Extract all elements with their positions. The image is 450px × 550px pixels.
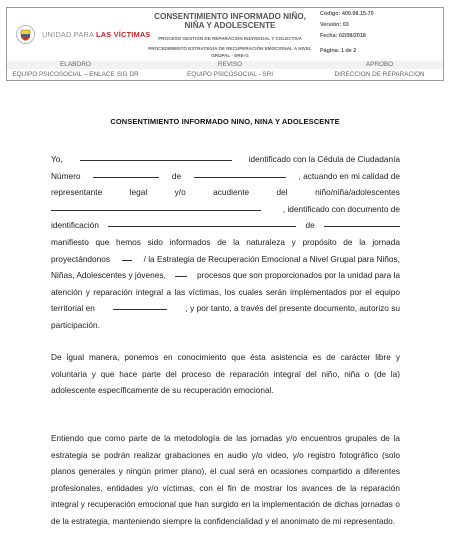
- line-6: [51, 234, 400, 251]
- text-manifiesto: manifiesto que hemos sido informados de la naturaleza y propósito de la jornada: [51, 236, 400, 247]
- text-territorial-en: territorial en: [51, 303, 95, 314]
- text-identificacion: identificación: [51, 220, 99, 231]
- version-field: Versión: 03: [320, 21, 349, 28]
- aprobo-value: DIRECCION DE REPARACION: [334, 71, 425, 79]
- line-2: [51, 168, 400, 185]
- text-de-2: de: [305, 220, 315, 231]
- elaboro-value: EQUIPO PSICOSOCIAL – ENLACE SIG DR: [12, 71, 139, 79]
- line-4: [51, 201, 400, 218]
- consent-paragraph-1: [51, 151, 400, 334]
- line-7: [51, 251, 400, 268]
- text-actuando: , actuando en mi calidad de: [298, 170, 400, 181]
- text-ninas-1: Niñas, Adolescentes y jóvenes,: [51, 270, 166, 281]
- child-name-blank[interactable]: [51, 201, 261, 211]
- logo-cell: [7, 8, 151, 61]
- text-por-tanto: , y por tanto, a través del presente documento, autorizo su: [185, 303, 400, 314]
- id-city-blank[interactable]: [324, 217, 400, 227]
- line-8: [51, 267, 400, 284]
- text-yo: Yo,: [51, 154, 63, 164]
- procesos-blank[interactable]: [175, 267, 187, 277]
- reviso-value: EQUIPO PSICOSOCIAL - SRI: [186, 71, 274, 79]
- jornada-blank[interactable]: [122, 251, 132, 261]
- name-blank[interactable]: [80, 151, 232, 161]
- territory-blank[interactable]: [113, 300, 167, 310]
- text-acudiente: acudiente: [213, 187, 250, 198]
- text-atencion: atención y reparación integral a las víctimas, los cuales serán implementados por el equipo: [51, 286, 400, 297]
- logo-text-line2: LAS VÍCTIMAS: [96, 30, 151, 39]
- id-doc-blank[interactable]: [108, 217, 296, 227]
- text-participacion: participación.: [51, 319, 100, 330]
- text-ninas-2: procesos que son proporcionados por la unidad para la: [197, 270, 400, 281]
- page-field: Página: 1 de 2: [320, 48, 357, 54]
- line-5: [51, 217, 400, 234]
- code-field: Código: 400.08.15-70: [320, 10, 374, 17]
- aprobo-label: APROBO: [316, 61, 443, 69]
- line-1: [51, 151, 400, 168]
- text-ninos: niño/niña/adolescentes: [315, 187, 400, 198]
- date-field: Fecha: 02/08/2018: [320, 32, 366, 39]
- text-de: de: [171, 170, 182, 181]
- elaboro-label: ELABORO: [7, 61, 144, 69]
- procedure-name: PROCEDIMIENTO ESTRATEGIA DE RECUPERACIÓN EMOCIONAL A NIVEL GRUPAL - ERE-G: [148, 46, 312, 58]
- logo-text-line1: UNIDAD PARA: [42, 30, 97, 39]
- text-yo-slash: y/o: [174, 187, 186, 198]
- line-11: [51, 317, 400, 334]
- text-identificado-doc: , identificado con documento de: [282, 203, 400, 214]
- document-header: [6, 7, 444, 81]
- consent-paragraph-2: De igual manera, ponemos en conocimiento que ésta asistencia es de carácter libre y voluntaria y que hace parte del proceso de reparación integral del niño, niña o (de la) adolescente específicamente de su recuperación emocional.: [51, 352, 400, 396]
- form-title: CONSENTIMIENTO INFORMADO NIÑO, NIÑA Y ADOLESCENTE: [154, 11, 306, 30]
- colombia-shield-icon: [16, 25, 35, 44]
- line-3: [51, 184, 400, 201]
- process-name: PROCESO GESTIÓN DE REPARACIÓN INDIVIDUAL Y COLECTIVA: [158, 36, 302, 41]
- logo-text: [42, 30, 151, 39]
- text-del: del: [276, 187, 288, 198]
- text-legal: legal: [129, 187, 148, 198]
- city-blank[interactable]: [194, 168, 286, 178]
- consent-paragraph-3: Entiendo que como parte de la metodología de las jornadas y/o encuentros grupales de la estrategia se podrán realizar grabaciones en audio y/o video, y/o registro fotográfico (solo planos generales y ningún primer plano), el cual será en ocasiones compartido a diferentes profesionales, entidades y/o víctimas, con el fin de mostrar los avances de la reparación integral y recuperación emocional que han surgido en la implementación de dichas jornadas o de la estrategia, manteniendo siempre la confidencialidad y el anonimato de mi representado.: [51, 433, 400, 526]
- text-numero: Número: [51, 170, 81, 181]
- line-10: [51, 300, 400, 317]
- document-title: CONSENTIMIENTO INFORMADO NINO, NINA Y ADOLESCENTE: [110, 117, 340, 126]
- text-proyectandonos: proyectándonos: [51, 253, 111, 264]
- text-representante: representante: [51, 187, 103, 198]
- text-identificado-cedula: identificado con la Cédula de Ciudadanía: [248, 154, 400, 164]
- text-estrategia: / la Estrategia de Recuperación Emocional a Nivel Grupal para Niños,: [143, 253, 400, 264]
- line-9: [51, 284, 400, 301]
- number-blank[interactable]: [93, 168, 159, 178]
- reviso-label: REVISO: [144, 61, 316, 69]
